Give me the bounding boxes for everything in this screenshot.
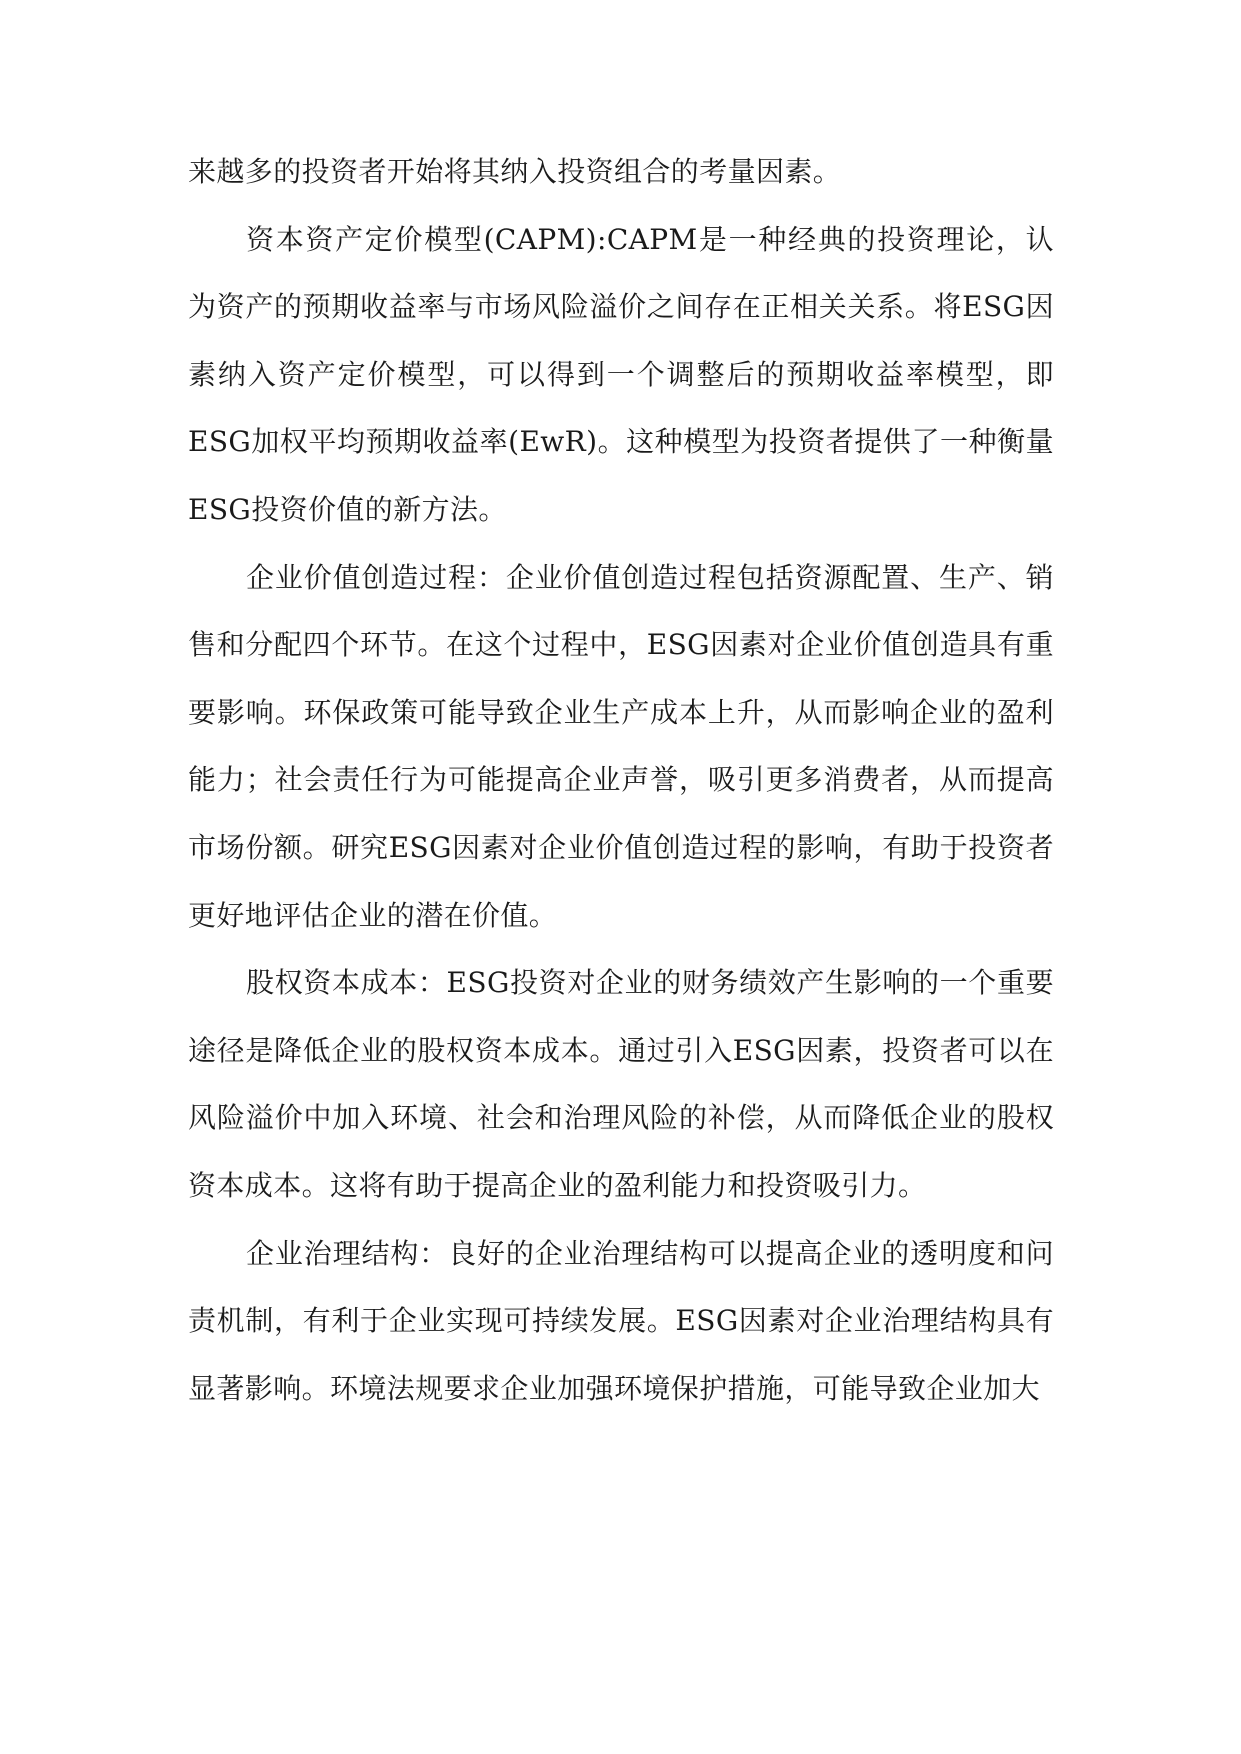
paragraph-equity-cost: 股权资本成本：ESG投资对企业的财务绩效产生影响的一个重要途径是降低企业的股权资本成本。通过引入ESG因素，投资者可以在风险溢价中加入环境、社会和治理风险的补偿，从而降低企业的股权资本成本。这将有助于提高企业的盈利能力和投资吸引力。 [188, 966, 1054, 1202]
paragraph-value-creation: 企业价值创造过程：企业价值创造过程包括资源配置、生产、销售和分配四个环节。在这个过程中，ESG因素对企业价值创造具有重要影响。环保政策可能导致企业生产成本上升，从而影响企业的盈利能力；社会责任行为可能提高企业声誉，吸引更多消费者，从而提高市场份额。研究ESG因素对企业价值创造过程的影响，有助于投资者更好地评估企业的潜在价值。 [188, 560, 1054, 932]
paragraph-capm: 资本资产定价模型(CAPM):CAPM是一种经典的投资理论，认为资产的预期收益率与市场风险溢价之间存在正相关关系。将ESG因素纳入资产定价模型，可以得到一个调整后的预期收益率模型，即ESG加权平均预期收益率(EwR)。这种模型为投资者提供了一种衡量ESG投资价值的新方法。 [188, 222, 1054, 526]
paragraph-governance: 企业治理结构：良好的企业治理结构可以提高企业的透明度和问责机制，有利于企业实现可持续发展。ESG因素对企业治理结构具有显著影响。环境法规要求企业加强环境保护措施，可能导致企业加大 [188, 1236, 1054, 1405]
paragraph-continuation: 来越多的投资者开始将其纳入投资组合的考量因素。 [188, 155, 842, 188]
document-body [188, 138, 1054, 1422]
